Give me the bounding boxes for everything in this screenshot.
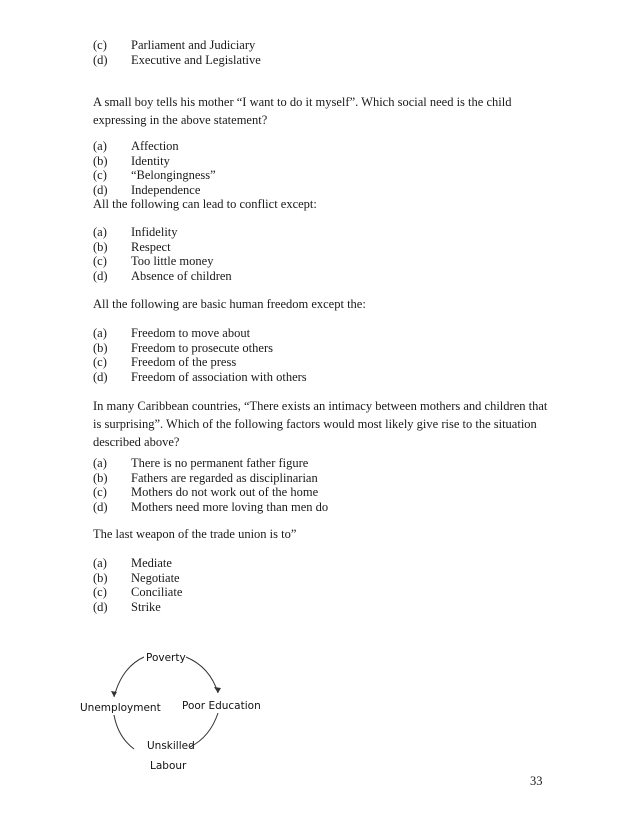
- option-c: [93, 485, 553, 500]
- poverty-cycle-diagram: [80, 645, 270, 775]
- option-text: Freedom to move about: [131, 326, 251, 340]
- option-label: (c): [93, 38, 107, 52]
- question-block: [93, 197, 553, 212]
- previous-question-options: [93, 38, 553, 67]
- option-b: [93, 154, 553, 169]
- node-poverty: Poverty: [146, 652, 186, 664]
- question-text: In many Caribbean countries, “There exists an intimacy between mothers and children that is surprising”. Which of the following factors would most likely give rise to the situation described above?: [93, 399, 548, 449]
- option-c: [93, 254, 553, 269]
- option-text: Respect: [131, 239, 171, 254]
- option-label: (b): [93, 570, 108, 585]
- option-c: [93, 168, 553, 183]
- option-label: (b): [93, 153, 108, 168]
- option-label: (d): [93, 268, 108, 283]
- option-a: [93, 139, 553, 154]
- option-label: (a): [93, 139, 107, 153]
- option-label: (c): [93, 168, 107, 182]
- option-b: [93, 240, 553, 255]
- option-label: (d): [93, 499, 108, 514]
- node-unemployment: Unemployment: [80, 702, 161, 714]
- question-block: [93, 93, 553, 129]
- option-text: Fathers are regarded as disciplinarian: [131, 470, 318, 485]
- option-a: [93, 225, 553, 240]
- option-b: [93, 471, 553, 486]
- option-label: (b): [93, 239, 108, 254]
- option-list: [93, 225, 553, 283]
- option-label: (d): [93, 599, 108, 614]
- option-text: Freedom to prosecute others: [131, 340, 273, 355]
- option-text: Mothers need more loving than men do: [131, 499, 329, 514]
- option-b: [93, 571, 553, 586]
- cycle-arc-top-left: [114, 657, 144, 697]
- question-text: A small boy tells his mother “I want to do it myself”. Which social need is the child expressing in the above statement?: [93, 95, 512, 127]
- option-text: Mothers do not work out of the home: [131, 485, 319, 499]
- option-text: Infidelity: [131, 225, 178, 239]
- question-block: [93, 397, 553, 451]
- option-label: (a): [93, 326, 107, 340]
- option-text: Freedom of association with others: [131, 369, 307, 384]
- option-text: “Belongingness”: [131, 168, 216, 182]
- option-text: Executive and Legislative: [131, 52, 261, 67]
- question-block: [93, 527, 553, 542]
- option-label: (c): [93, 485, 107, 499]
- option-text: Absence of children: [131, 268, 232, 283]
- option-text: Negotiate: [131, 570, 180, 585]
- option-text: Independence: [131, 182, 201, 197]
- node-poor-education: Poor Education: [182, 700, 261, 712]
- question-text: All the following are basic human freedom except the:: [93, 297, 366, 311]
- cycle-arc-top-right: [186, 657, 218, 693]
- option-label: (c): [93, 585, 107, 599]
- option-list: [93, 556, 553, 614]
- option-label: (a): [93, 225, 107, 239]
- option-text: Too little money: [131, 254, 214, 268]
- option-list: [93, 326, 553, 384]
- option-text: There is no permanent father figure: [131, 456, 309, 470]
- question-block: [93, 297, 553, 312]
- page-number: 33: [530, 774, 543, 788]
- option-d: [93, 370, 553, 385]
- arrowhead-icon: [111, 691, 117, 697]
- option-label: (d): [93, 369, 108, 384]
- option-c: [93, 585, 553, 600]
- option-text: Mediate: [131, 556, 172, 570]
- option-list: [93, 139, 553, 197]
- question-text: All the following can lead to conflict except:: [93, 197, 317, 211]
- option-c: [93, 355, 553, 370]
- option-label: (a): [93, 456, 107, 470]
- option-label: (b): [93, 470, 108, 485]
- question-text: The last weapon of the trade union is to”: [93, 527, 297, 541]
- option-text: Strike: [131, 599, 161, 614]
- option-text: Freedom of the press: [131, 355, 237, 369]
- option-list: [93, 456, 553, 514]
- option-label: (c): [93, 355, 107, 369]
- option-text: Identity: [131, 153, 170, 168]
- option-d: [93, 183, 553, 198]
- node-labour: Labour: [150, 760, 187, 772]
- option-b: [93, 341, 553, 356]
- option-c: [93, 38, 553, 53]
- option-a: [93, 556, 553, 571]
- option-text: Conciliate: [131, 585, 183, 599]
- node-unskilled: Unskilled: [147, 740, 195, 752]
- option-label: (d): [93, 182, 108, 197]
- cycle-arc-bottom-left: [114, 715, 134, 749]
- option-d: [93, 500, 553, 515]
- option-d: [93, 269, 553, 284]
- option-a: [93, 456, 553, 471]
- option-a: [93, 326, 553, 341]
- option-text: Affection: [131, 139, 179, 153]
- option-d: [93, 53, 553, 68]
- option-label: (c): [93, 254, 107, 268]
- option-text: Parliament and Judiciary: [131, 38, 256, 52]
- option-d: [93, 600, 553, 615]
- option-label: (b): [93, 340, 108, 355]
- arrowhead-icon: [214, 687, 221, 693]
- option-label: (a): [93, 556, 107, 570]
- option-label: (d): [93, 52, 108, 67]
